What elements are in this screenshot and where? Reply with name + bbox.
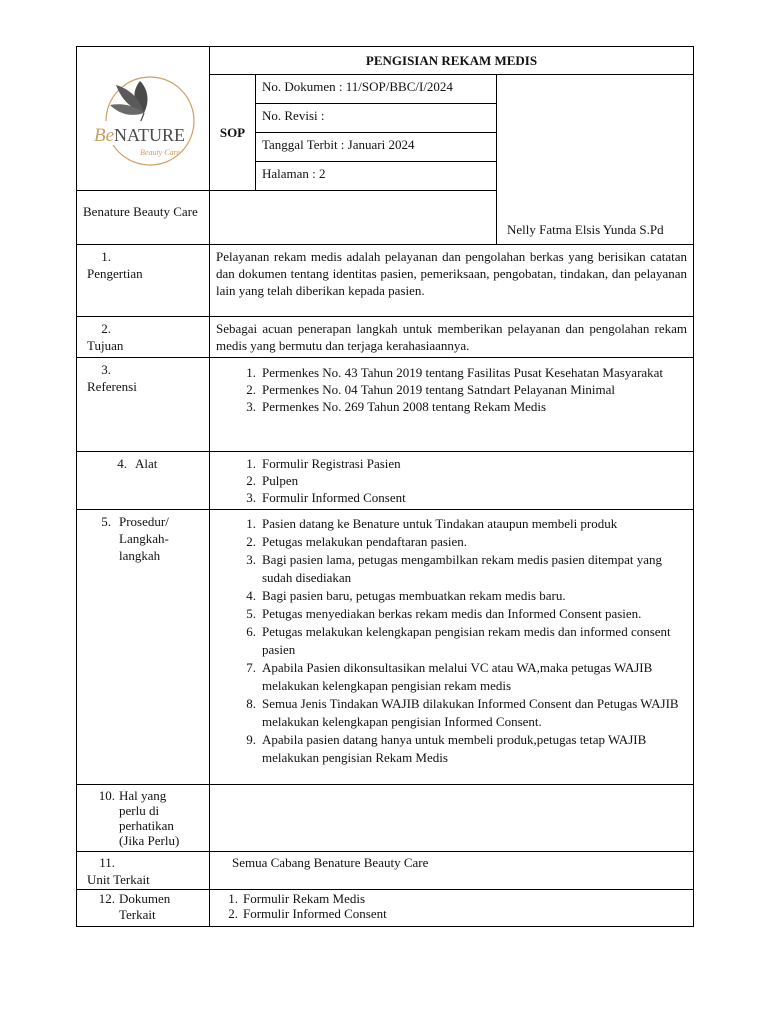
list-item: 1. Formulir Registrasi Pasien [246,456,401,471]
section-number: 10. [98,788,115,803]
list-item: 2. Petugas melakukan pendaftaran pasien. [246,534,468,549]
section-label: Referensi [87,379,137,394]
list-item: 3. Formulir Informed Consent [246,490,406,505]
list-item: 8. Semua Jenis Tindakan WAJIB dilakukan Informed Consent dan Petugas WAJIB melakukan kelengkapan pengisian Informed Consent. [246,696,679,729]
section-number: 1. [101,249,111,264]
section-referensi [77,358,694,452]
section-label: Hal yang perlu di perhatikan (Jika Perlu) [119,788,180,848]
sop-body-table [76,244,694,927]
list-item: 3. Bagi pasien lama, petugas mengambilkan rekam medis pasien ditempat yang sudah disediakan [246,552,662,585]
section-hal-perlu [77,785,694,852]
dokumen-list [216,891,687,921]
alat-list [216,455,687,506]
sop-header-table [76,46,694,245]
section-pengertian [77,245,694,317]
list-item: 4. Bagi pasien baru, petugas membuatkan rekam medis baru. [246,588,566,603]
section-label: Prosedur/ Langkah-langkah [119,514,169,563]
list-item: 5. Petugas menyediakan berkas rekam medis dan Informed Consent pasien. [246,606,642,621]
list-item: 6. Petugas melakukan kelengkapan pengisian rekam medis dan informed consent pasien [246,624,671,657]
tanggal-terbit: Tanggal Terbit : Januari 2024 [256,133,497,162]
section-text: Sebagai acuan penerapan langkah untuk memberikan pelayanan dan pengolahan rekam medis yang bermutu dan terjaga kerahasiaannya. [210,317,694,358]
logo-cell [77,47,210,191]
section-number: 11. [99,855,115,870]
list-item: 2. Formulir Informed Consent [228,906,387,921]
section-label: Unit Terkait [87,872,150,887]
company-name: Benature Beauty Care [77,191,210,245]
section-label: Dokumen Terkait [119,891,171,922]
list-item: 1. Pasien datang ke Benature untuk Tindakan ataupun membeli produk [246,516,618,531]
prosedur-list [216,515,687,767]
list-item: 7. Apabila Pasien dikonsultasikan melalui VC atau WA,maka petugas WAJIB melakukan kelengkapan pengisian rekam medis [246,660,653,693]
list-item: 2. Pulpen [246,473,299,488]
section-text [210,785,694,852]
halaman: Halaman : 2 [256,162,497,191]
document-title: PENGISIAN REKAM MEDIS [210,47,694,75]
sop-label: SOP [210,75,256,191]
section-prosedur [77,510,694,785]
section-unit-terkait [77,852,694,890]
section-alat [77,452,694,510]
list-item: 9. Apabila pasien datang hanya untuk membeli produk,petugas tetap WAJIB melakukan pengisian Rekam Medis [246,732,647,765]
empty-approval-cell [210,191,497,245]
logo-subtext: Beauty Care [140,147,180,157]
section-number: 4. [117,456,127,471]
section-dokumen-terkait [77,890,694,927]
signer-name: Nelly Fatma Elsis Yunda S.Pd [497,75,694,245]
section-label: Tujuan [87,338,124,353]
section-tujuan [77,317,694,358]
section-text: Pelayanan rekam medis adalah pelayanan dan pengolahan berkas yang berisikan catatan dan dokumen tentang identitas pasien, pemeriksaan, pengobatan, tindakan, dan pelayanan lain yang telah diberikan kepada pasien. [210,245,694,317]
logo-be-text: Be [94,124,115,146]
logo-nature-text: NATURE [114,124,185,145]
section-label: Alat [135,456,158,471]
section-text: Semua Cabang Benature Beauty Care [210,852,694,890]
referensi-list [216,364,687,415]
no-revisi: No. Revisi : [256,104,497,133]
section-number: 5. [101,514,111,529]
section-number: 3. [101,362,111,377]
list-item: 1. Formulir Rekam Medis [228,891,366,906]
benature-logo [88,61,198,173]
no-dokumen: No. Dokumen : 11/SOP/BBC/I/2024 [256,75,497,104]
list-item: 3. Permenkes No. 269 Tahun 2008 tentang Rekam Medis [246,399,547,414]
section-label: Pengertian [87,266,143,281]
list-item: 1. Permenkes No. 43 Tahun 2019 tentang Fasilitas Pusat Kesehatan Masyarakat [246,365,664,380]
list-item: 2. Permenkes No. 04 Tahun 2019 tentang Satndart Pelayanan Minimal [246,382,616,397]
section-number: 2. [101,321,111,336]
section-number: 12. [98,891,115,906]
